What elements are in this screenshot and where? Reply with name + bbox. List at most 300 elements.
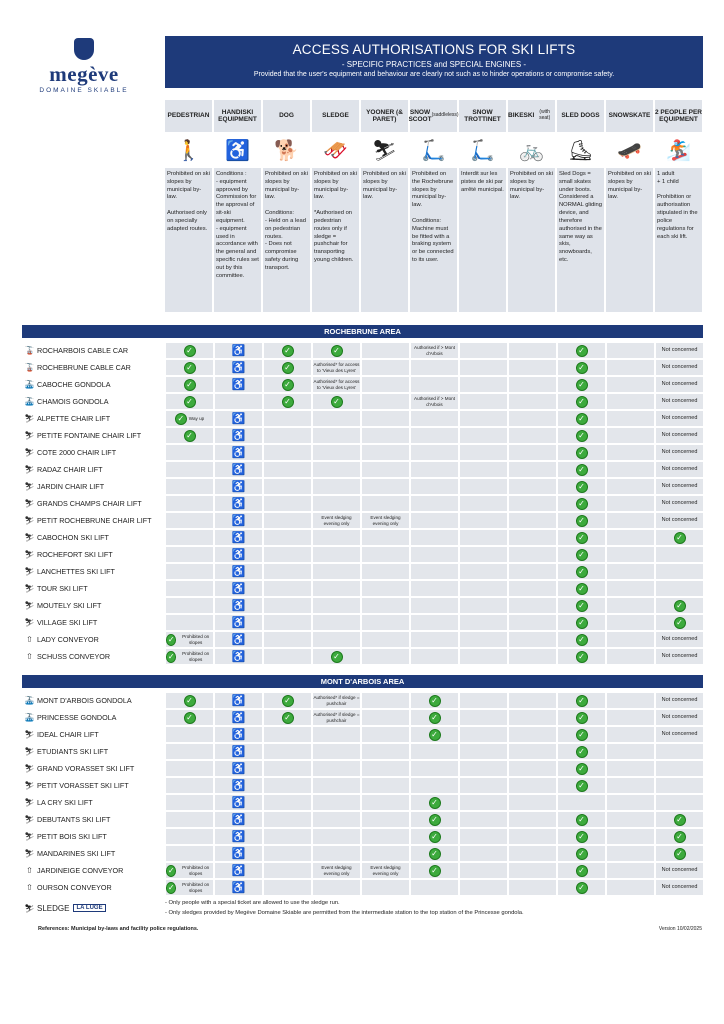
status-cell — [509, 615, 556, 630]
status-cell — [460, 530, 507, 545]
status-cell — [656, 795, 703, 810]
status-cell — [558, 479, 605, 494]
wheelchair-icon: ♿ — [231, 633, 246, 646]
status-cell — [558, 615, 605, 630]
status-cell — [166, 632, 213, 647]
category-2 — [263, 100, 310, 312]
category-sublabel: (saddleless) — [431, 112, 459, 119]
status-cell — [362, 615, 409, 630]
status-cell — [656, 343, 703, 358]
category-7 — [508, 100, 555, 312]
status-cell — [215, 428, 262, 443]
status-cell — [460, 513, 507, 528]
status-cell — [460, 598, 507, 613]
status-cell — [362, 598, 409, 613]
status-cell — [656, 812, 703, 827]
status-cell — [411, 581, 458, 596]
table-row — [22, 744, 703, 759]
sledge-icon — [312, 132, 359, 168]
status-cell — [411, 632, 458, 647]
table-row — [22, 761, 703, 776]
status-cell — [558, 581, 605, 596]
status-cell — [313, 428, 360, 443]
note-1: - Only people with a special ticket are allowed to use the sledge run. — [165, 900, 340, 906]
category-name — [655, 100, 702, 132]
category-name — [606, 100, 653, 132]
status-cell — [656, 428, 703, 443]
status-cell — [656, 530, 703, 545]
chair-lift-icon: ⛷ — [24, 499, 35, 508]
cell-note: Prohibited on slopes — [182, 634, 210, 645]
status-cell — [362, 812, 409, 827]
wheelchair-icon: ♿ — [231, 694, 246, 707]
status-cell — [558, 564, 605, 579]
check-icon: ✓ — [576, 780, 588, 792]
check-icon: ✓ — [184, 695, 196, 707]
status-cell — [411, 693, 458, 708]
status-cell — [215, 479, 262, 494]
status-cell — [264, 727, 311, 742]
icon-glyph: 🐕 — [274, 139, 299, 162]
lift-cell — [22, 530, 164, 545]
check-icon: ✓ — [282, 379, 294, 391]
status-cell — [607, 778, 654, 793]
status-cell — [509, 394, 556, 409]
ski-lift-icon: ⛷ — [24, 584, 35, 593]
status-cell — [362, 710, 409, 725]
status-cell — [411, 812, 458, 827]
category-sublabel: (with seat) — [539, 109, 551, 121]
category-description: Prohibited on ski slopes by municipal by-law. *Authorised on pedestrian routes only if sledge = pushchair for transporting young children. — [314, 171, 357, 263]
lift-name: GRAND VORASSET SKI LIFT — [37, 764, 135, 773]
status-cell — [509, 880, 556, 895]
status-cell — [656, 649, 703, 664]
status-cell — [264, 615, 311, 630]
status-cell — [264, 445, 311, 460]
chair-lift-icon: ⛷ — [24, 730, 35, 739]
check-icon: ✓ — [429, 729, 441, 741]
status-cell — [558, 462, 605, 477]
ski-lift-icon: ⛷ — [24, 781, 35, 790]
check-icon: ✓ — [576, 362, 588, 374]
status-cell — [460, 496, 507, 511]
table-row — [22, 880, 703, 895]
status-cell — [362, 778, 409, 793]
status-cell — [558, 744, 605, 759]
status-cell — [656, 863, 703, 878]
lift-name: CABOCHON SKI LIFT — [37, 533, 109, 542]
status-cell — [166, 846, 213, 861]
status-cell — [607, 496, 654, 511]
status-cell — [460, 445, 507, 460]
table-row — [22, 445, 703, 460]
status-cell — [264, 360, 311, 375]
status-cell — [509, 513, 556, 528]
status-cell — [509, 564, 556, 579]
lift-name: JARDINEIGE CONVEYOR — [37, 866, 124, 875]
status-cell — [215, 547, 262, 562]
status-cell — [656, 598, 703, 613]
status-cell — [264, 649, 311, 664]
lift-cell — [22, 547, 164, 562]
lift-name: SCHUSS CONVEYOR — [37, 652, 111, 661]
status-cell — [313, 693, 360, 708]
snowskate-icon — [606, 132, 653, 168]
status-cell — [607, 693, 654, 708]
status-cell — [166, 581, 213, 596]
status-cell — [607, 615, 654, 630]
ski-lift-icon: ⛷ — [24, 567, 35, 576]
status-cell — [558, 411, 605, 426]
status-cell — [166, 394, 213, 409]
table-row — [22, 394, 703, 409]
lift-name: ROCHEFORT SKI LIFT — [37, 550, 113, 559]
category-label: DOG — [279, 112, 294, 120]
status-cell — [509, 863, 556, 878]
status-cell — [656, 693, 703, 708]
status-cell — [656, 377, 703, 392]
lift-cell — [22, 496, 164, 511]
status-cell — [411, 530, 458, 545]
lift-cell — [22, 394, 164, 409]
status-cell — [264, 547, 311, 562]
status-cell — [509, 377, 556, 392]
status-cell — [411, 761, 458, 776]
status-cell — [166, 445, 213, 460]
status-cell — [460, 394, 507, 409]
status-cell — [460, 479, 507, 494]
status-cell — [656, 513, 703, 528]
status-cell — [411, 795, 458, 810]
cell-note: Prohibited on slopes — [182, 651, 210, 662]
check-icon: ✓ — [576, 729, 588, 741]
status-cell — [558, 880, 605, 895]
status-cell — [656, 880, 703, 895]
status-cell — [656, 360, 703, 375]
category-0 — [165, 100, 212, 312]
chair-lift-icon: ⛷ — [24, 431, 35, 440]
lift-cell — [22, 863, 164, 878]
status-cell — [264, 778, 311, 793]
status-cell — [607, 795, 654, 810]
lift-cell — [22, 462, 164, 477]
status-cell — [460, 581, 507, 596]
check-icon: ✓ — [576, 447, 588, 459]
status-cell — [509, 581, 556, 596]
lift-name: ROCHARBOIS CABLE CAR — [37, 346, 129, 355]
lift-name: OURSON CONVEYOR — [37, 883, 112, 892]
status-cell — [215, 880, 262, 895]
wheelchair-icon: ♿ — [231, 582, 246, 595]
lift-name: CHAMOIS GONDOLA — [37, 397, 109, 406]
check-icon: ✓ — [184, 396, 196, 408]
lift-cell — [22, 649, 164, 664]
ski-lift-icon: ⛷ — [24, 849, 35, 858]
cell-text: Not concerned — [661, 731, 698, 738]
status-cell — [607, 880, 654, 895]
cell-text: Not concerned — [661, 714, 698, 721]
status-cell — [656, 479, 703, 494]
wheelchair-icon: ♿ — [231, 864, 246, 877]
category-name — [214, 100, 261, 132]
wheelchair-icon: ♿ — [231, 480, 246, 493]
sledge-run-label: SLEDGE — [37, 903, 70, 913]
lift-cell — [22, 411, 164, 426]
lift-cell — [22, 812, 164, 827]
status-cell — [362, 547, 409, 562]
ski-lift-icon: ⛷ — [24, 798, 35, 807]
check-icon: ✓ — [576, 481, 588, 493]
status-cell — [362, 693, 409, 708]
status-cell — [215, 761, 262, 776]
ski-lift-icon: ⛷ — [24, 618, 35, 627]
cell-text: Authorised* for access to 'Vieux des Lyres' — [313, 362, 360, 373]
wheelchair-icon: ♿ — [231, 497, 246, 510]
chair-lift-icon: ⛷ — [24, 516, 35, 525]
lift-name: ALPETTE CHAIR LIFT — [37, 414, 111, 423]
table-row — [22, 411, 703, 426]
cell-text: Event sledging evening only — [321, 515, 352, 526]
lift-cell — [22, 744, 164, 759]
status-cell — [166, 462, 213, 477]
cell-text: Not concerned — [661, 432, 698, 439]
status-cell — [656, 744, 703, 759]
status-cell — [264, 564, 311, 579]
status-cell — [264, 411, 311, 426]
check-icon: ✓ — [576, 583, 588, 595]
status-cell — [411, 377, 458, 392]
status-cell — [215, 829, 262, 844]
status-cell — [411, 343, 458, 358]
category-label: BIKESKI — [508, 112, 535, 120]
check-icon: ✓ — [576, 763, 588, 775]
status-cell — [362, 564, 409, 579]
status-cell — [264, 343, 311, 358]
status-cell — [558, 598, 605, 613]
check-icon: ✓ — [576, 865, 588, 877]
status-cell — [607, 445, 654, 460]
check-icon: ✓ — [576, 345, 588, 357]
status-cell — [166, 710, 213, 725]
status-cell — [558, 693, 605, 708]
status-cell — [411, 615, 458, 630]
status-cell — [509, 761, 556, 776]
wheelchair-icon: ♿ — [231, 412, 246, 425]
ski-lift-icon: ⛷ — [24, 815, 35, 824]
status-cell — [656, 615, 703, 630]
icon-glyph: 🚲 — [519, 139, 544, 162]
lift-cell — [22, 479, 164, 494]
check-icon: ✓ — [674, 831, 686, 843]
icon-glyph: 🛹 — [617, 139, 642, 162]
status-cell — [362, 846, 409, 861]
status-cell — [313, 829, 360, 844]
status-cell — [166, 428, 213, 443]
check-icon: ✓ — [576, 746, 588, 758]
status-cell — [411, 360, 458, 375]
wheelchair-icon: ♿ — [231, 728, 246, 741]
status-cell — [313, 863, 360, 878]
check-icon: ✓ — [429, 865, 441, 877]
status-cell — [411, 462, 458, 477]
category-name — [312, 100, 359, 132]
status-cell — [607, 343, 654, 358]
cell-text: Not concerned — [661, 884, 698, 891]
status-cell — [656, 445, 703, 460]
lift-cell — [22, 445, 164, 460]
lift-cell — [22, 581, 164, 596]
status-cell — [607, 649, 654, 664]
status-cell — [411, 513, 458, 528]
status-cell — [460, 462, 507, 477]
status-cell — [656, 846, 703, 861]
cell-text: Not concerned — [661, 466, 698, 473]
status-cell — [656, 632, 703, 647]
lift-cell — [22, 598, 164, 613]
category-10 — [655, 100, 702, 312]
status-cell — [656, 727, 703, 742]
table-row — [22, 479, 703, 494]
wheelchair-icon: ♿ — [231, 762, 246, 775]
status-cell — [509, 445, 556, 460]
wheelchair-icon: ♿ — [231, 361, 246, 374]
wheelchair-icon: ♿ — [231, 881, 246, 894]
status-cell — [362, 581, 409, 596]
lift-name: CABOCHE GONDOLA — [37, 380, 111, 389]
status-cell — [215, 377, 262, 392]
lift-name: VILLAGE SKI LIFT — [37, 618, 98, 627]
status-cell — [166, 564, 213, 579]
area-header: ROCHEBRUNE AREA — [22, 325, 703, 338]
status-cell — [558, 795, 605, 810]
logo — [28, 38, 140, 94]
status-cell — [509, 744, 556, 759]
status-cell — [411, 880, 458, 895]
status-cell — [460, 812, 507, 827]
category-5 — [410, 100, 457, 312]
table-row — [22, 795, 703, 810]
status-cell — [215, 513, 262, 528]
check-icon: ✓ — [184, 430, 196, 442]
status-cell — [607, 479, 654, 494]
check-icon: ✓ — [576, 712, 588, 724]
status-cell — [558, 649, 605, 664]
pedestrian-icon — [165, 132, 212, 168]
check-icon: ✓ — [576, 498, 588, 510]
status-cell — [558, 547, 605, 562]
status-cell — [607, 863, 654, 878]
category-label: SNOW TROTTINET — [464, 108, 501, 123]
icon-glyph: 🛴 — [470, 139, 495, 162]
status-cell — [411, 445, 458, 460]
table-row — [22, 649, 703, 664]
status-cell — [509, 411, 556, 426]
category-name — [361, 100, 408, 132]
table-row — [22, 829, 703, 844]
status-cell — [509, 530, 556, 545]
status-cell — [166, 479, 213, 494]
conveyor-icon: ⇧ — [26, 883, 33, 892]
status-cell — [558, 778, 605, 793]
cell-text: Not concerned — [661, 500, 698, 507]
status-cell — [264, 581, 311, 596]
table-row — [22, 428, 703, 443]
status-cell — [558, 428, 605, 443]
wheelchair-icon: ♿ — [231, 531, 246, 544]
check-icon: ✓ — [167, 865, 175, 875]
status-cell — [509, 496, 556, 511]
status-cell — [558, 710, 605, 725]
status-cell — [509, 693, 556, 708]
wheelchair-icon: ♿ — [231, 796, 246, 809]
category-label: PEDESTRIAN — [167, 112, 210, 120]
lift-cell — [22, 710, 164, 725]
status-cell — [264, 795, 311, 810]
status-cell — [313, 530, 360, 545]
table-row — [22, 812, 703, 827]
status-cell — [411, 547, 458, 562]
status-cell — [362, 394, 409, 409]
snow-trottinet-icon — [459, 132, 506, 168]
wheelchair-icon: ♿ — [231, 548, 246, 561]
lift-name: GRANDS CHAMPS CHAIR LIFT — [37, 499, 142, 508]
cell-text: Not concerned — [661, 398, 698, 405]
check-icon: ✓ — [184, 362, 196, 374]
status-cell — [656, 462, 703, 477]
lift-name: ROCHEBRUNE CABLE CAR — [37, 363, 131, 372]
status-cell — [362, 880, 409, 895]
status-cell — [558, 727, 605, 742]
cell-text: Authorised if > Mont d'Arbois — [414, 345, 455, 356]
status-cell — [607, 394, 654, 409]
status-cell — [509, 343, 556, 358]
category-name — [263, 100, 310, 132]
cell-text: Not concerned — [661, 364, 698, 371]
page-header — [165, 36, 703, 88]
status-cell — [313, 880, 360, 895]
cell-text: Not concerned — [661, 415, 698, 422]
status-cell — [166, 778, 213, 793]
lift-cell — [22, 829, 164, 844]
status-cell — [362, 761, 409, 776]
wheelchair-icon: ♿ — [231, 779, 246, 792]
status-cell — [411, 649, 458, 664]
check-icon: ✓ — [282, 345, 294, 357]
status-cell — [656, 411, 703, 426]
wheelchair-icon: ♿ — [231, 745, 246, 758]
status-cell — [362, 343, 409, 358]
cell-note: Prohibited on slopes — [182, 865, 210, 876]
table-row — [22, 496, 703, 511]
status-cell — [166, 343, 213, 358]
status-cell — [558, 761, 605, 776]
status-cell — [362, 727, 409, 742]
category-description: Prohibited on ski slopes by municipal by-law. — [608, 171, 651, 201]
category-headers — [165, 100, 703, 312]
status-cell — [166, 530, 213, 545]
cell-text: Not concerned — [661, 697, 698, 704]
category-name — [557, 100, 604, 132]
table-row — [22, 513, 703, 528]
check-icon: ✓ — [674, 814, 686, 826]
status-cell — [264, 632, 311, 647]
status-cell — [558, 377, 605, 392]
table-row — [22, 727, 703, 742]
lift-name: JARDIN CHAIR LIFT — [37, 482, 105, 491]
cell-text: Not concerned — [661, 636, 698, 643]
wheelchair-icon: ♿ — [231, 514, 246, 527]
check-icon: ✓ — [167, 634, 175, 644]
